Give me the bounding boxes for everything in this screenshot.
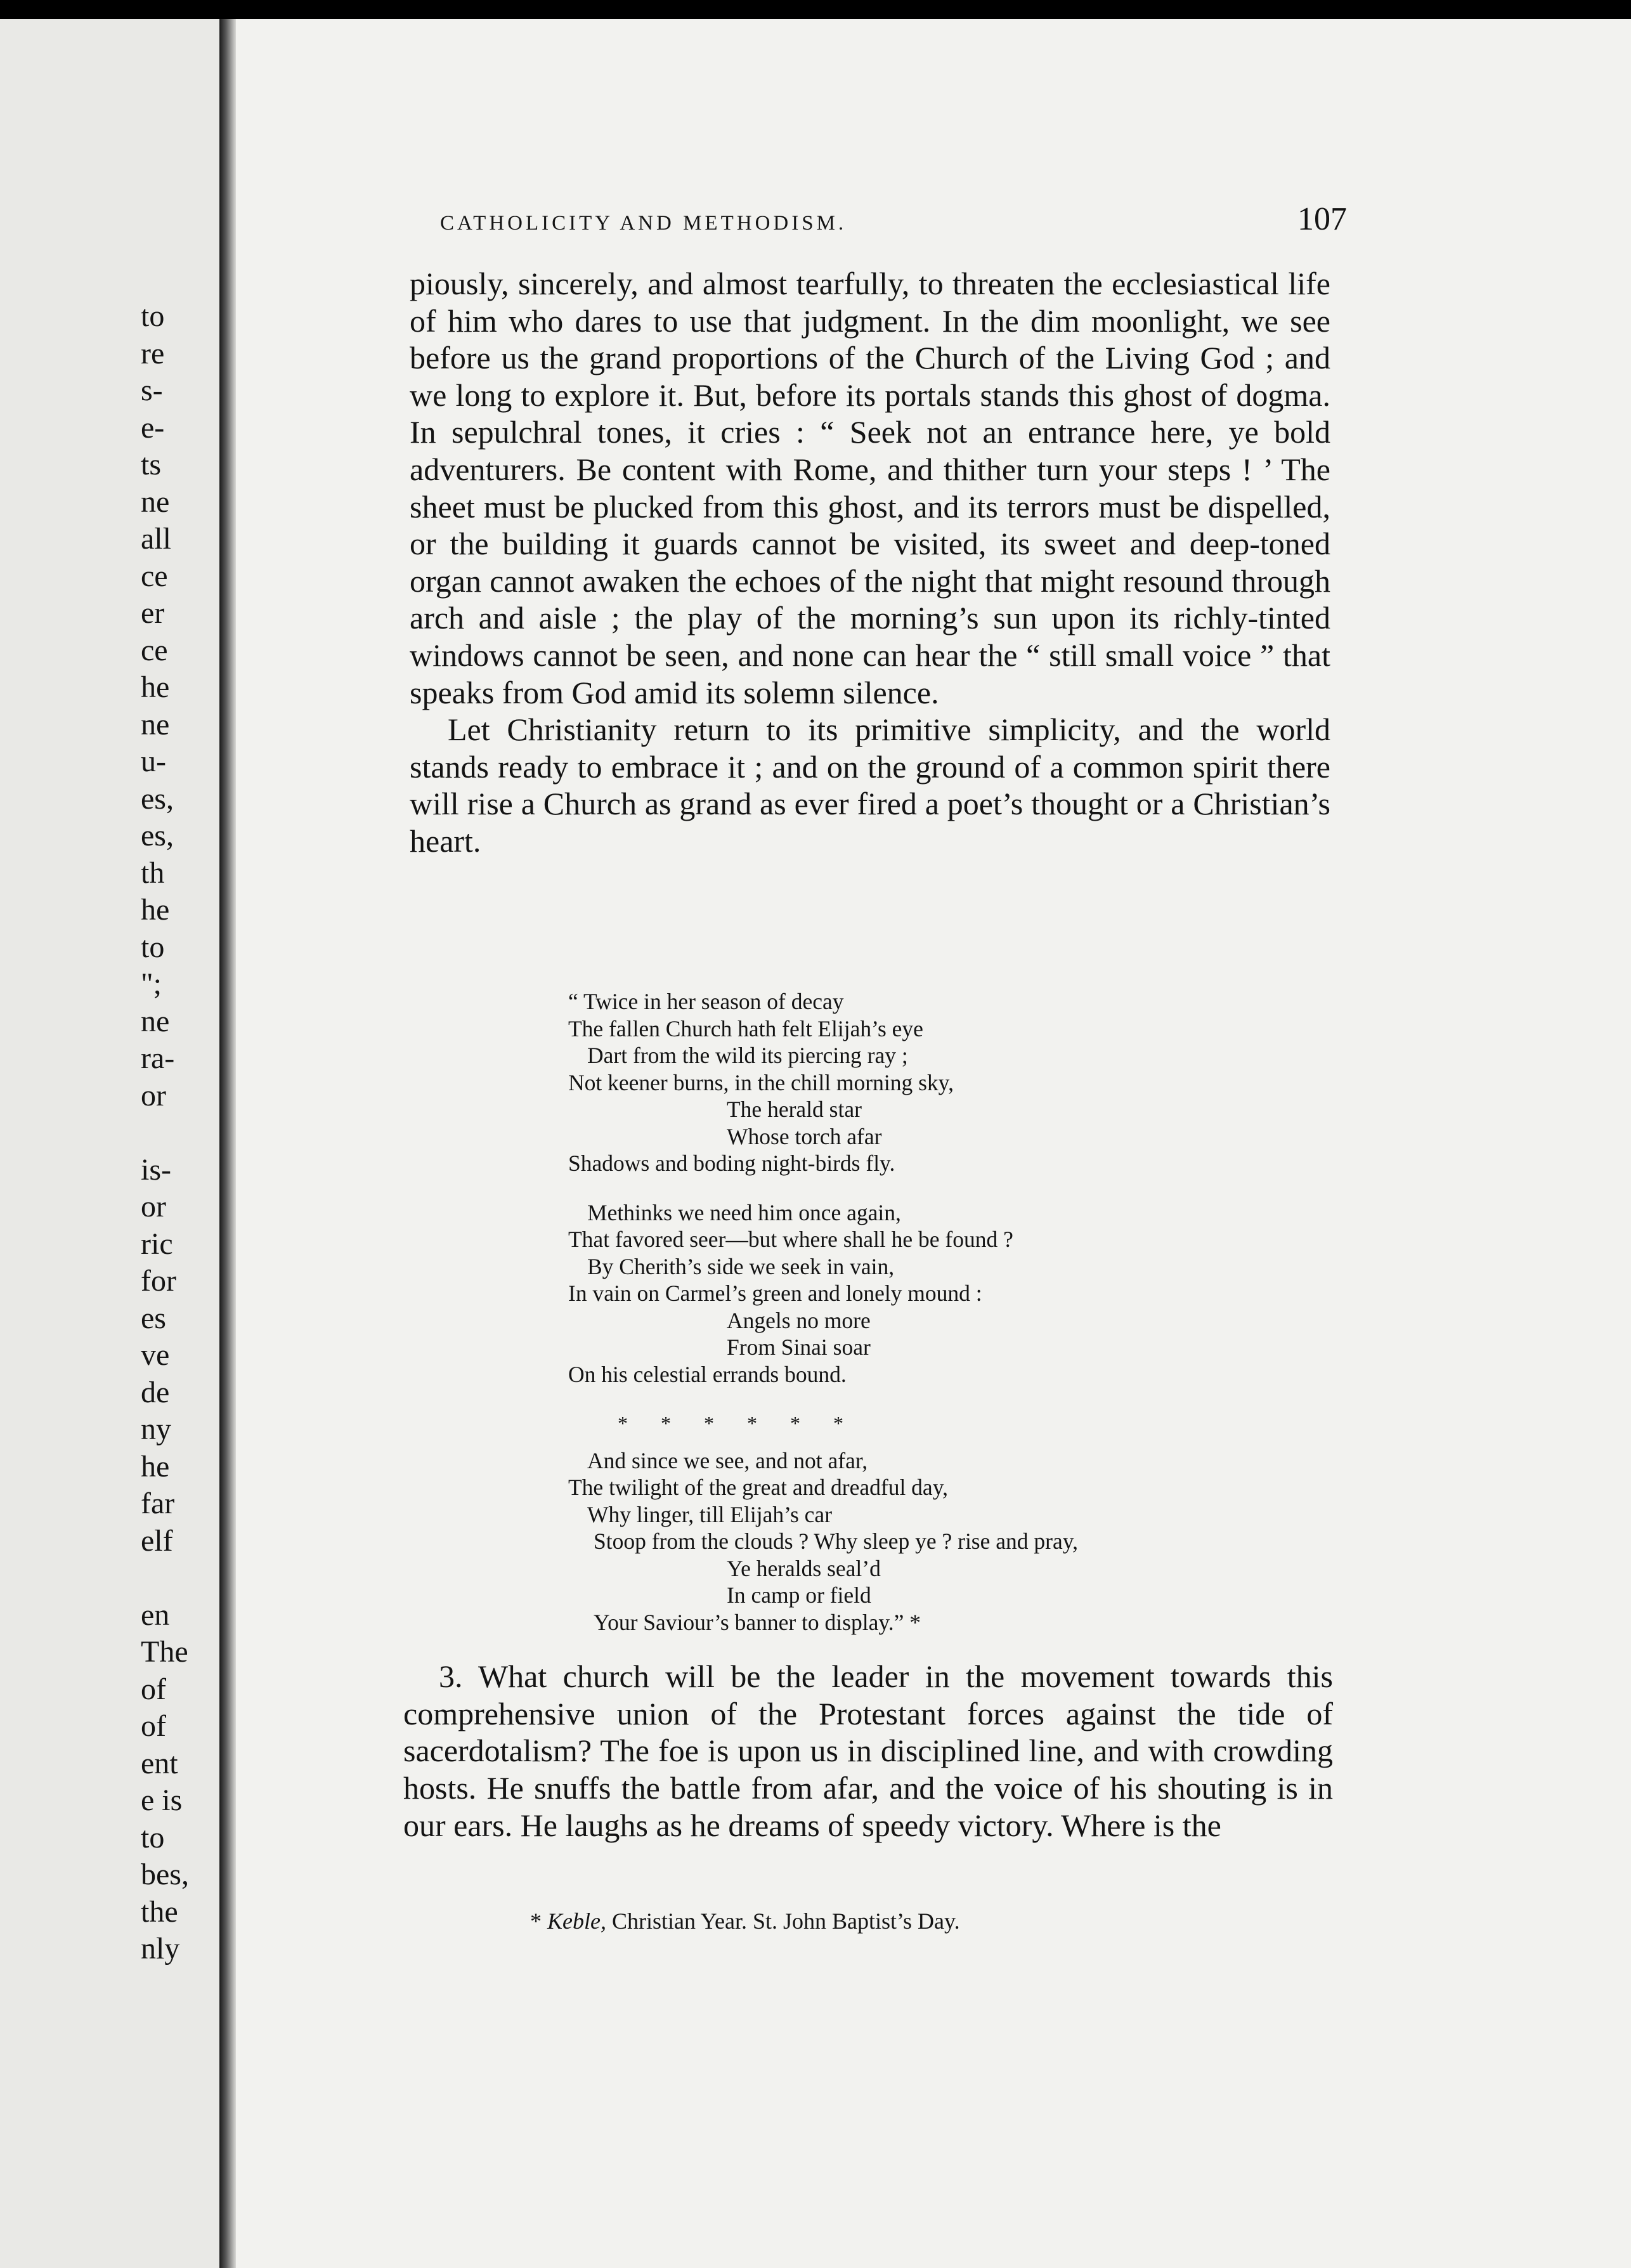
body-text <box>410 265 1330 860</box>
poem-line: Angels no more <box>727 1307 871 1333</box>
poem-line: On his celestial errands bound. <box>568 1361 847 1387</box>
poem-line: By Cherith’s side we seek in vain, <box>587 1253 895 1279</box>
facing-page-fragment: he <box>141 893 170 927</box>
running-title: CATHOLICITY AND METHODISM. <box>440 212 847 235</box>
paragraph-1: piously, sincerely, and almost tearfully, to threaten the ecclesiastical life of him who dares to use that judgment. In the dim moonlight, we see before us the grand proportions of the Church of the Living God ; and we long to explore it. But, before its portals stands this ghost of dogma. In sepulchral tones, it cries : “ Seek not an entrance here, ye bold adventurers. Be content with Rome, and thither turn your steps ! ’ The sheet must be plucked from this ghost, and its terrors must be dispelled, or the building it guards cannot be visited, its sweet and deep-toned organ cannot awaken the echoes of the night that might resound through arch and aisle ; the play of the morning’s sun upon its richly-tinted windows cannot be seen, and none can hear the “ still small voice ” that speaks from God amid its solemn silence. <box>410 266 1330 710</box>
poem-line: That favored seer—but where shall he be found ? <box>568 1227 1013 1252</box>
facing-page-fragment: of <box>141 1709 166 1743</box>
facing-page-fragment: far <box>141 1487 175 1520</box>
poem-stanza-2 <box>568 1199 1304 1388</box>
facing-page-fragment: all <box>141 522 171 556</box>
facing-page-fragment: to <box>141 299 165 333</box>
footnote-author: Keble, <box>547 1908 606 1934</box>
facing-page-fragment: s- <box>141 374 163 407</box>
running-head <box>440 195 1347 246</box>
poem-line: The fallen Church hath felt Elijah’s eye <box>568 1015 923 1041</box>
facing-page-fragment: re <box>141 336 165 370</box>
poem-line: The twilight of the great and dreadful day, <box>568 1475 949 1500</box>
poem-line: Stoop from the clouds ? Why sleep ye ? rise and pray, <box>594 1528 1079 1554</box>
left-page <box>0 19 219 2268</box>
poem-line: Your Saviour’s banner to display.” * <box>594 1609 921 1635</box>
facing-page-fragment: "; <box>141 967 162 1001</box>
poem-stanza-1 <box>568 988 1304 1177</box>
facing-page-fragment: nly <box>141 1932 180 1965</box>
facing-page-fragment: ne <box>141 707 170 741</box>
poem-line: And since we see, and not afar, <box>587 1447 868 1473</box>
footnote <box>530 1908 1355 1934</box>
paragraph-2: Let Christianity return to its primitive simplicity, and the world stands ready to embrace it ; and on the ground of a common spirit there will rise a Church as grand as ever fired a poet’s thought or a Christian’s heart. <box>410 712 1330 859</box>
facing-page-fragment: u- <box>141 745 166 778</box>
facing-page-fragment: or <box>141 1190 166 1223</box>
poem-line: Methinks we need him once again, <box>587 1199 901 1225</box>
facing-page-fragment: de <box>141 1375 170 1409</box>
facing-page-fragment: ce <box>141 559 168 593</box>
poem-quotation <box>568 988 1304 1658</box>
facing-page-fragment: The <box>141 1635 188 1669</box>
facing-page-fragment: e- <box>141 410 165 445</box>
facing-page-fragment: en <box>141 1598 170 1632</box>
facing-page-fragment: ts <box>141 448 162 481</box>
paragraph-3: 3. What church will be the leader in the movement towards this comprehensive union of the Protestant forces against the tide of sacerdotalism? The foe is upon us in disciplined line, and with crowding hosts. He snuffs the battle from afar, and the voice of his shouting is in our ears. He laughs as he dreams of speedy victory. Where is the <box>403 1659 1333 1843</box>
facing-page-fragment: to <box>141 1820 165 1854</box>
facing-page-fragment: ve <box>141 1338 170 1372</box>
facing-page-fragment: ne <box>141 485 170 519</box>
poem-line: In vain on Carmel’s green and lonely mound : <box>568 1281 982 1306</box>
poem-line: Dart from the wild its piercing ray ; <box>587 1043 908 1068</box>
facing-page-fragment: ric <box>141 1227 173 1261</box>
section-break-asterisks: * * * * * * <box>618 1412 857 1435</box>
page-number: 107 <box>1297 201 1347 237</box>
facing-page-fragment: to <box>141 930 165 964</box>
footnote-mark: * <box>530 1908 542 1934</box>
facing-page-fragment: bes, <box>141 1858 189 1891</box>
body-text-continued <box>403 1658 1333 1844</box>
facing-page-fragment: ce <box>141 633 168 667</box>
poem-line: In camp or field <box>727 1582 871 1608</box>
left-page-text-fragments <box>141 298 211 1968</box>
facing-page-fragment: ne <box>141 1004 170 1038</box>
poem-line: Why linger, till Elijah’s car <box>587 1501 833 1527</box>
poem-line: “ Twice in her season of decay <box>568 989 844 1014</box>
facing-page-fragment: es, <box>141 781 174 816</box>
facing-page-fragment: the <box>141 1894 178 1929</box>
facing-page-fragment <box>141 1560 211 1597</box>
facing-page-fragment: ra- <box>141 1041 175 1075</box>
facing-page-fragment: th <box>141 856 165 890</box>
facing-page-fragment: he <box>141 670 170 704</box>
facing-page-fragment: es, <box>141 819 174 852</box>
facing-page-fragment: of <box>141 1672 166 1706</box>
poem-line: Not keener burns, in the chill morning sky, <box>568 1069 954 1095</box>
facing-page-fragment: es <box>141 1301 166 1335</box>
poem-stanza-3 <box>568 1447 1304 1636</box>
poem-line: The herald star <box>727 1097 862 1122</box>
facing-page-fragment: ent <box>141 1746 178 1780</box>
facing-page-fragment <box>141 1114 211 1152</box>
facing-page-fragment: er <box>141 596 165 630</box>
facing-page-fragment: is- <box>141 1152 171 1187</box>
facing-page-fragment: he <box>141 1449 170 1483</box>
facing-page-fragment: ny <box>141 1412 171 1446</box>
poem-line: From Sinai soar <box>727 1334 871 1360</box>
book-gutter <box>219 19 236 2268</box>
facing-page-fragment: elf <box>141 1523 173 1558</box>
facing-page-fragment: for <box>141 1264 176 1298</box>
poem-line: Whose torch afar <box>727 1123 882 1149</box>
facing-page-fragment: or <box>141 1078 166 1112</box>
facing-page-fragment: e is <box>141 1783 183 1817</box>
poem-line: Ye heralds seal’d <box>727 1555 881 1581</box>
footnote-source: Christian Year. St. John Baptist’s Day. <box>611 1908 960 1934</box>
poem-line: Shadows and boding night-birds fly. <box>568 1150 895 1176</box>
